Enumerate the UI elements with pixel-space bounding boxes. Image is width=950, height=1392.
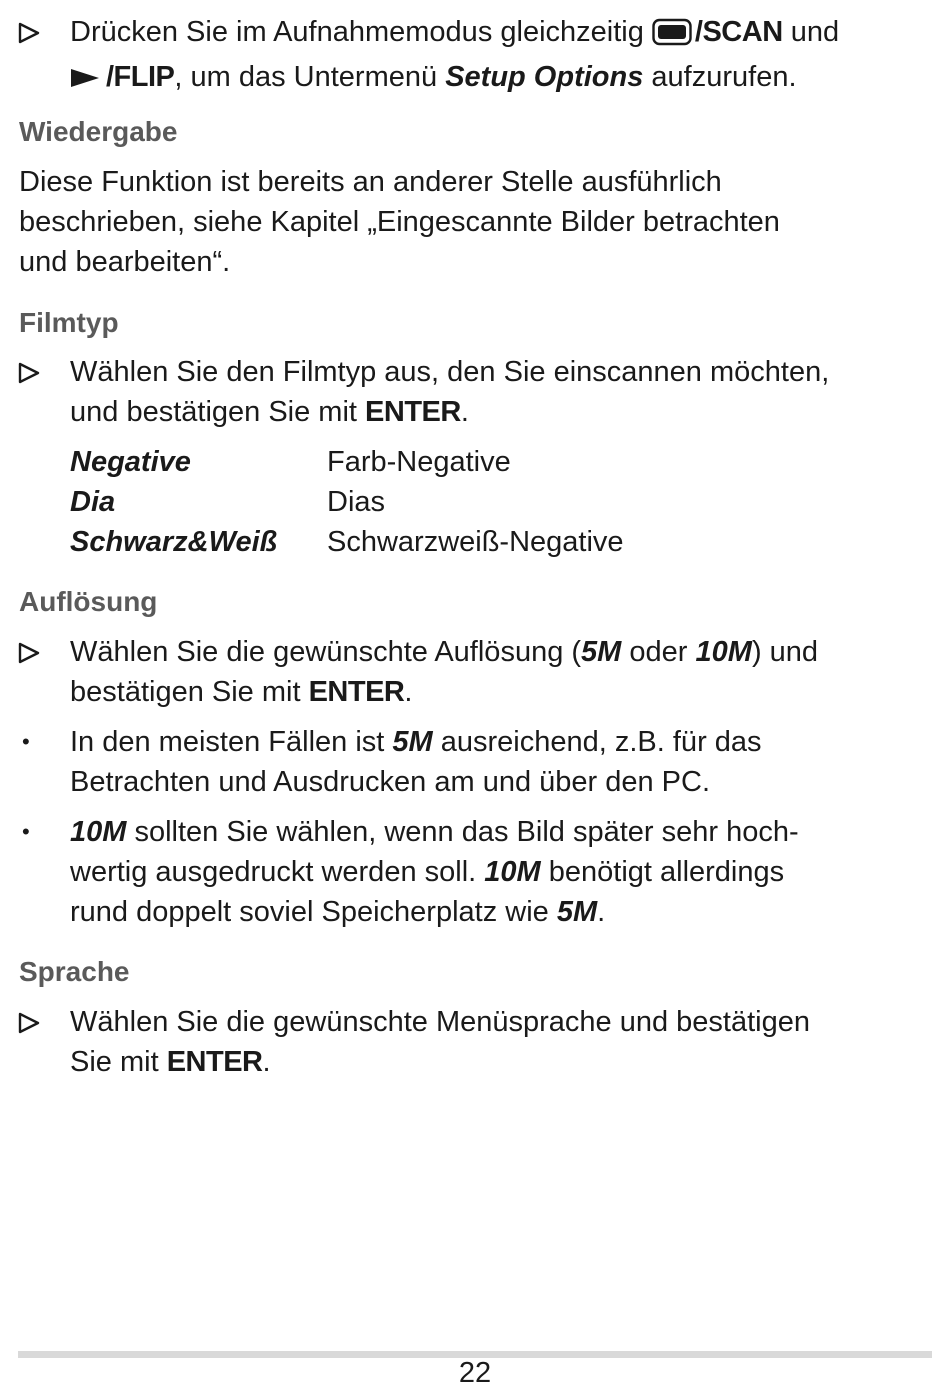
step-text: oder xyxy=(629,636,688,668)
step-text: und xyxy=(790,16,840,48)
resolution-option: 10M xyxy=(695,636,752,668)
film-type-row xyxy=(70,482,770,522)
bullet-text: ausreichend, z.B. für das xyxy=(440,726,762,758)
resolution-option: 10M xyxy=(484,856,541,888)
bullet-icon: • xyxy=(22,819,30,844)
film-type-table xyxy=(70,442,770,562)
film-type-term: Schwarz&Weiß xyxy=(70,526,278,558)
wiedergabe-paragraph xyxy=(19,162,910,282)
film-type-row xyxy=(70,522,770,562)
resolution-option: 5M xyxy=(581,636,622,668)
film-type-description: Dias xyxy=(327,486,386,518)
film-type-term: Negative xyxy=(70,446,191,478)
step-open-setup-options xyxy=(70,12,910,99)
bullet-text: rund doppelt soviel Speicherplatz wie xyxy=(70,896,549,928)
paragraph-line: beschrieben, siehe Kapitel „Eingescannte Bilder betrachten xyxy=(19,206,780,238)
bullet-icon: • xyxy=(22,729,30,754)
step-text: Wählen Sie die gewünschte Menüsprache und bestätigen xyxy=(70,1006,810,1038)
step-text: Sie mit xyxy=(70,1046,159,1078)
setup-options-menu-name: Setup Options xyxy=(445,61,644,93)
film-type-description: Farb-Negative xyxy=(327,446,511,478)
step-text: . xyxy=(262,1046,271,1078)
step-text: . xyxy=(460,396,469,428)
step-text: . xyxy=(404,676,413,708)
step-select-film-type xyxy=(70,352,910,432)
step-select-language xyxy=(70,1002,910,1082)
enter-key-label: ENTER xyxy=(365,396,461,428)
step-text: und bestätigen Sie mit xyxy=(70,396,357,428)
paragraph-line: und bearbeiten“. xyxy=(19,246,231,278)
step-text: aufzurufen. xyxy=(651,61,797,93)
film-type-term: Dia xyxy=(70,486,116,518)
bullet-text: . xyxy=(597,896,606,928)
page-number: 22 xyxy=(458,1357,492,1389)
step-arrow-icon xyxy=(18,1003,48,1043)
step-arrow-icon xyxy=(18,633,48,673)
step-select-resolution xyxy=(70,632,910,712)
heading-filmtyp: Filmtyp xyxy=(19,307,119,338)
enter-key-label: ENTER xyxy=(166,1046,263,1078)
enter-key-label: ENTER xyxy=(308,676,405,708)
step-text: Wählen Sie die gewünschte Auflösung ( xyxy=(70,636,582,668)
step-text: Wählen Sie den Filmtyp aus, den Sie einscannen möchten, xyxy=(70,356,830,388)
resolution-option: 5M xyxy=(556,896,598,928)
bullet-text: sollten Sie wählen, wenn das Bild später sehr hoch- xyxy=(134,816,799,848)
camera-mode-icon xyxy=(652,17,692,57)
heading-sprache: Sprache xyxy=(19,956,130,987)
heading-aufloesung: Auflösung xyxy=(19,586,158,617)
resolution-option: 5M xyxy=(392,726,433,758)
step-text: Drücken Sie im Aufnahmemodus gleichzeitig xyxy=(70,16,644,48)
play-icon xyxy=(70,59,100,99)
bullet-10m-info xyxy=(70,812,910,932)
flip-key-label: /FLIP xyxy=(106,61,175,93)
bullet-text: benötigt allerdings xyxy=(548,856,785,888)
heading-wiedergabe: Wiedergabe xyxy=(19,116,178,147)
film-type-description: Schwarzweiß-Negative xyxy=(327,526,624,558)
bullet-text: Betrachten und Ausdrucken am und über den PC. xyxy=(70,766,711,798)
step-arrow-icon xyxy=(18,353,48,393)
film-type-row xyxy=(70,442,770,482)
resolution-option: 10M xyxy=(70,816,127,848)
scan-key-label: /SCAN xyxy=(694,16,783,48)
bullet-text: wertig ausgedruckt werden soll. xyxy=(70,856,477,888)
step-text: bestätigen Sie mit xyxy=(70,676,301,708)
bullet-5m-info xyxy=(70,722,910,802)
step-arrow-icon xyxy=(18,13,48,53)
bullet-text: In den meisten Fällen ist xyxy=(70,726,385,758)
paragraph-line: Diese Funktion ist bereits an anderer Stelle ausführlich xyxy=(19,166,722,198)
step-text: ) und xyxy=(751,636,819,668)
step-text: , um das Untermenü xyxy=(174,61,438,93)
